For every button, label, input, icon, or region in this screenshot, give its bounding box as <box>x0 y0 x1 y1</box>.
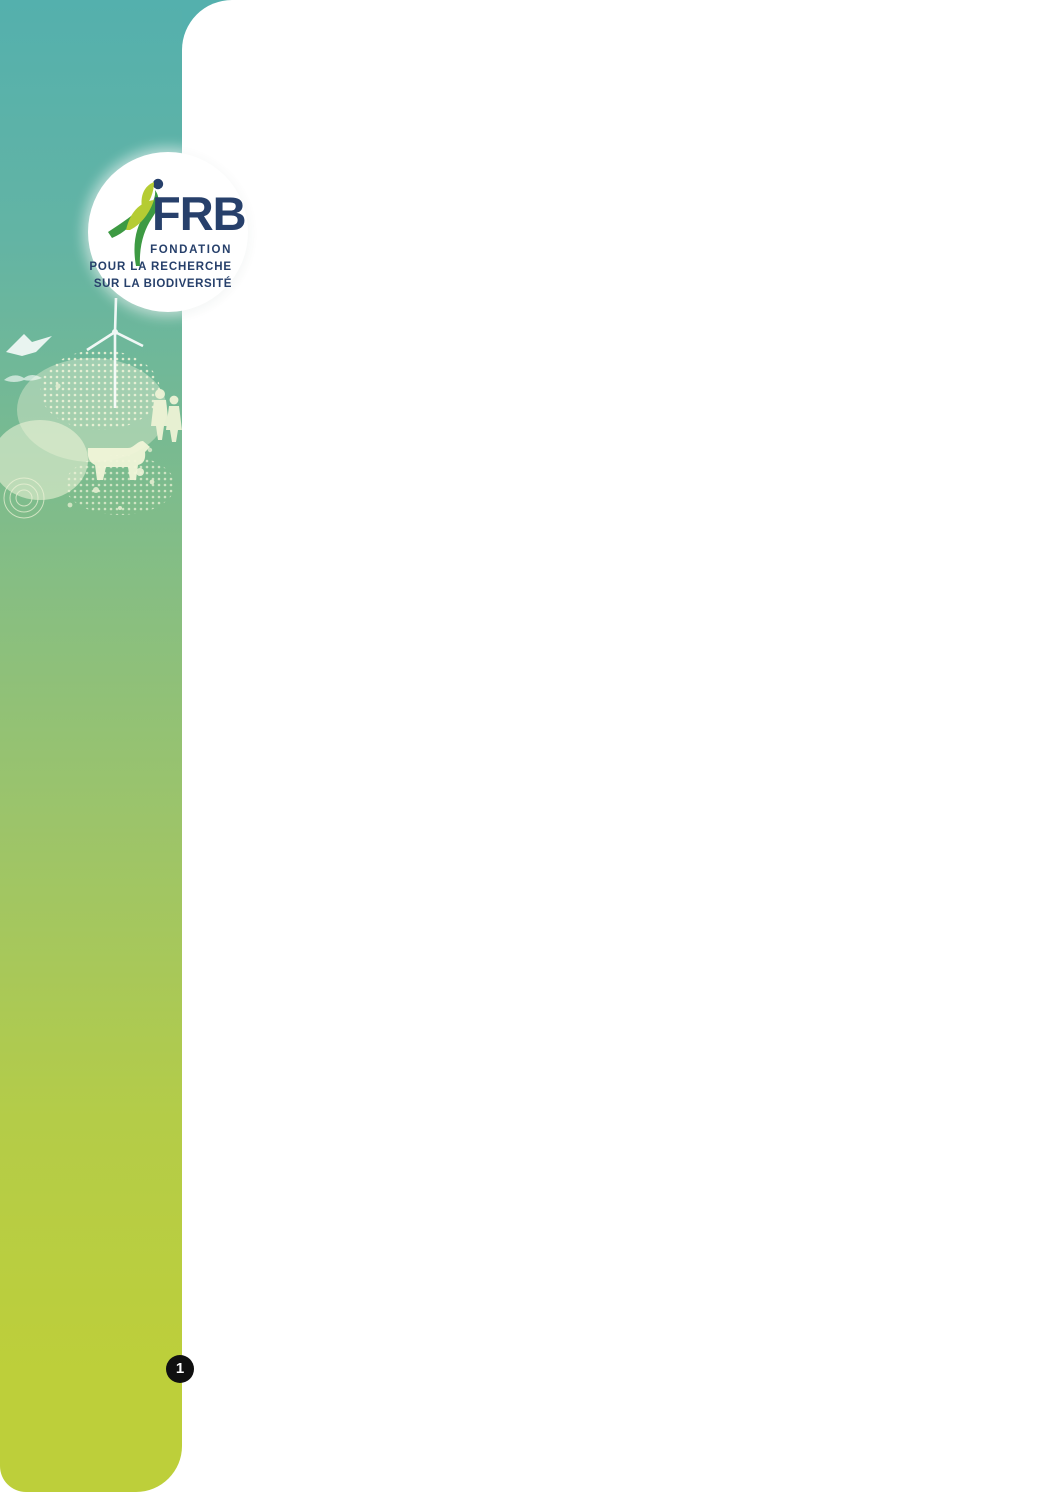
logo-line-3: SUR LA BIODIVERSITÉ <box>93 278 232 290</box>
rings-decoration <box>4 478 44 518</box>
frb-logo <box>88 152 248 312</box>
logo-line-2: POUR LA RECHERCHE <box>89 261 232 273</box>
logo-line-1: FONDATION <box>150 244 232 256</box>
page-number-badge: 1 <box>166 1355 194 1383</box>
content-panel <box>182 0 1058 1496</box>
logo-acronym: FRB <box>152 187 246 240</box>
sidebar-nature-silhouettes <box>0 290 182 520</box>
bird-icon <box>6 334 52 356</box>
